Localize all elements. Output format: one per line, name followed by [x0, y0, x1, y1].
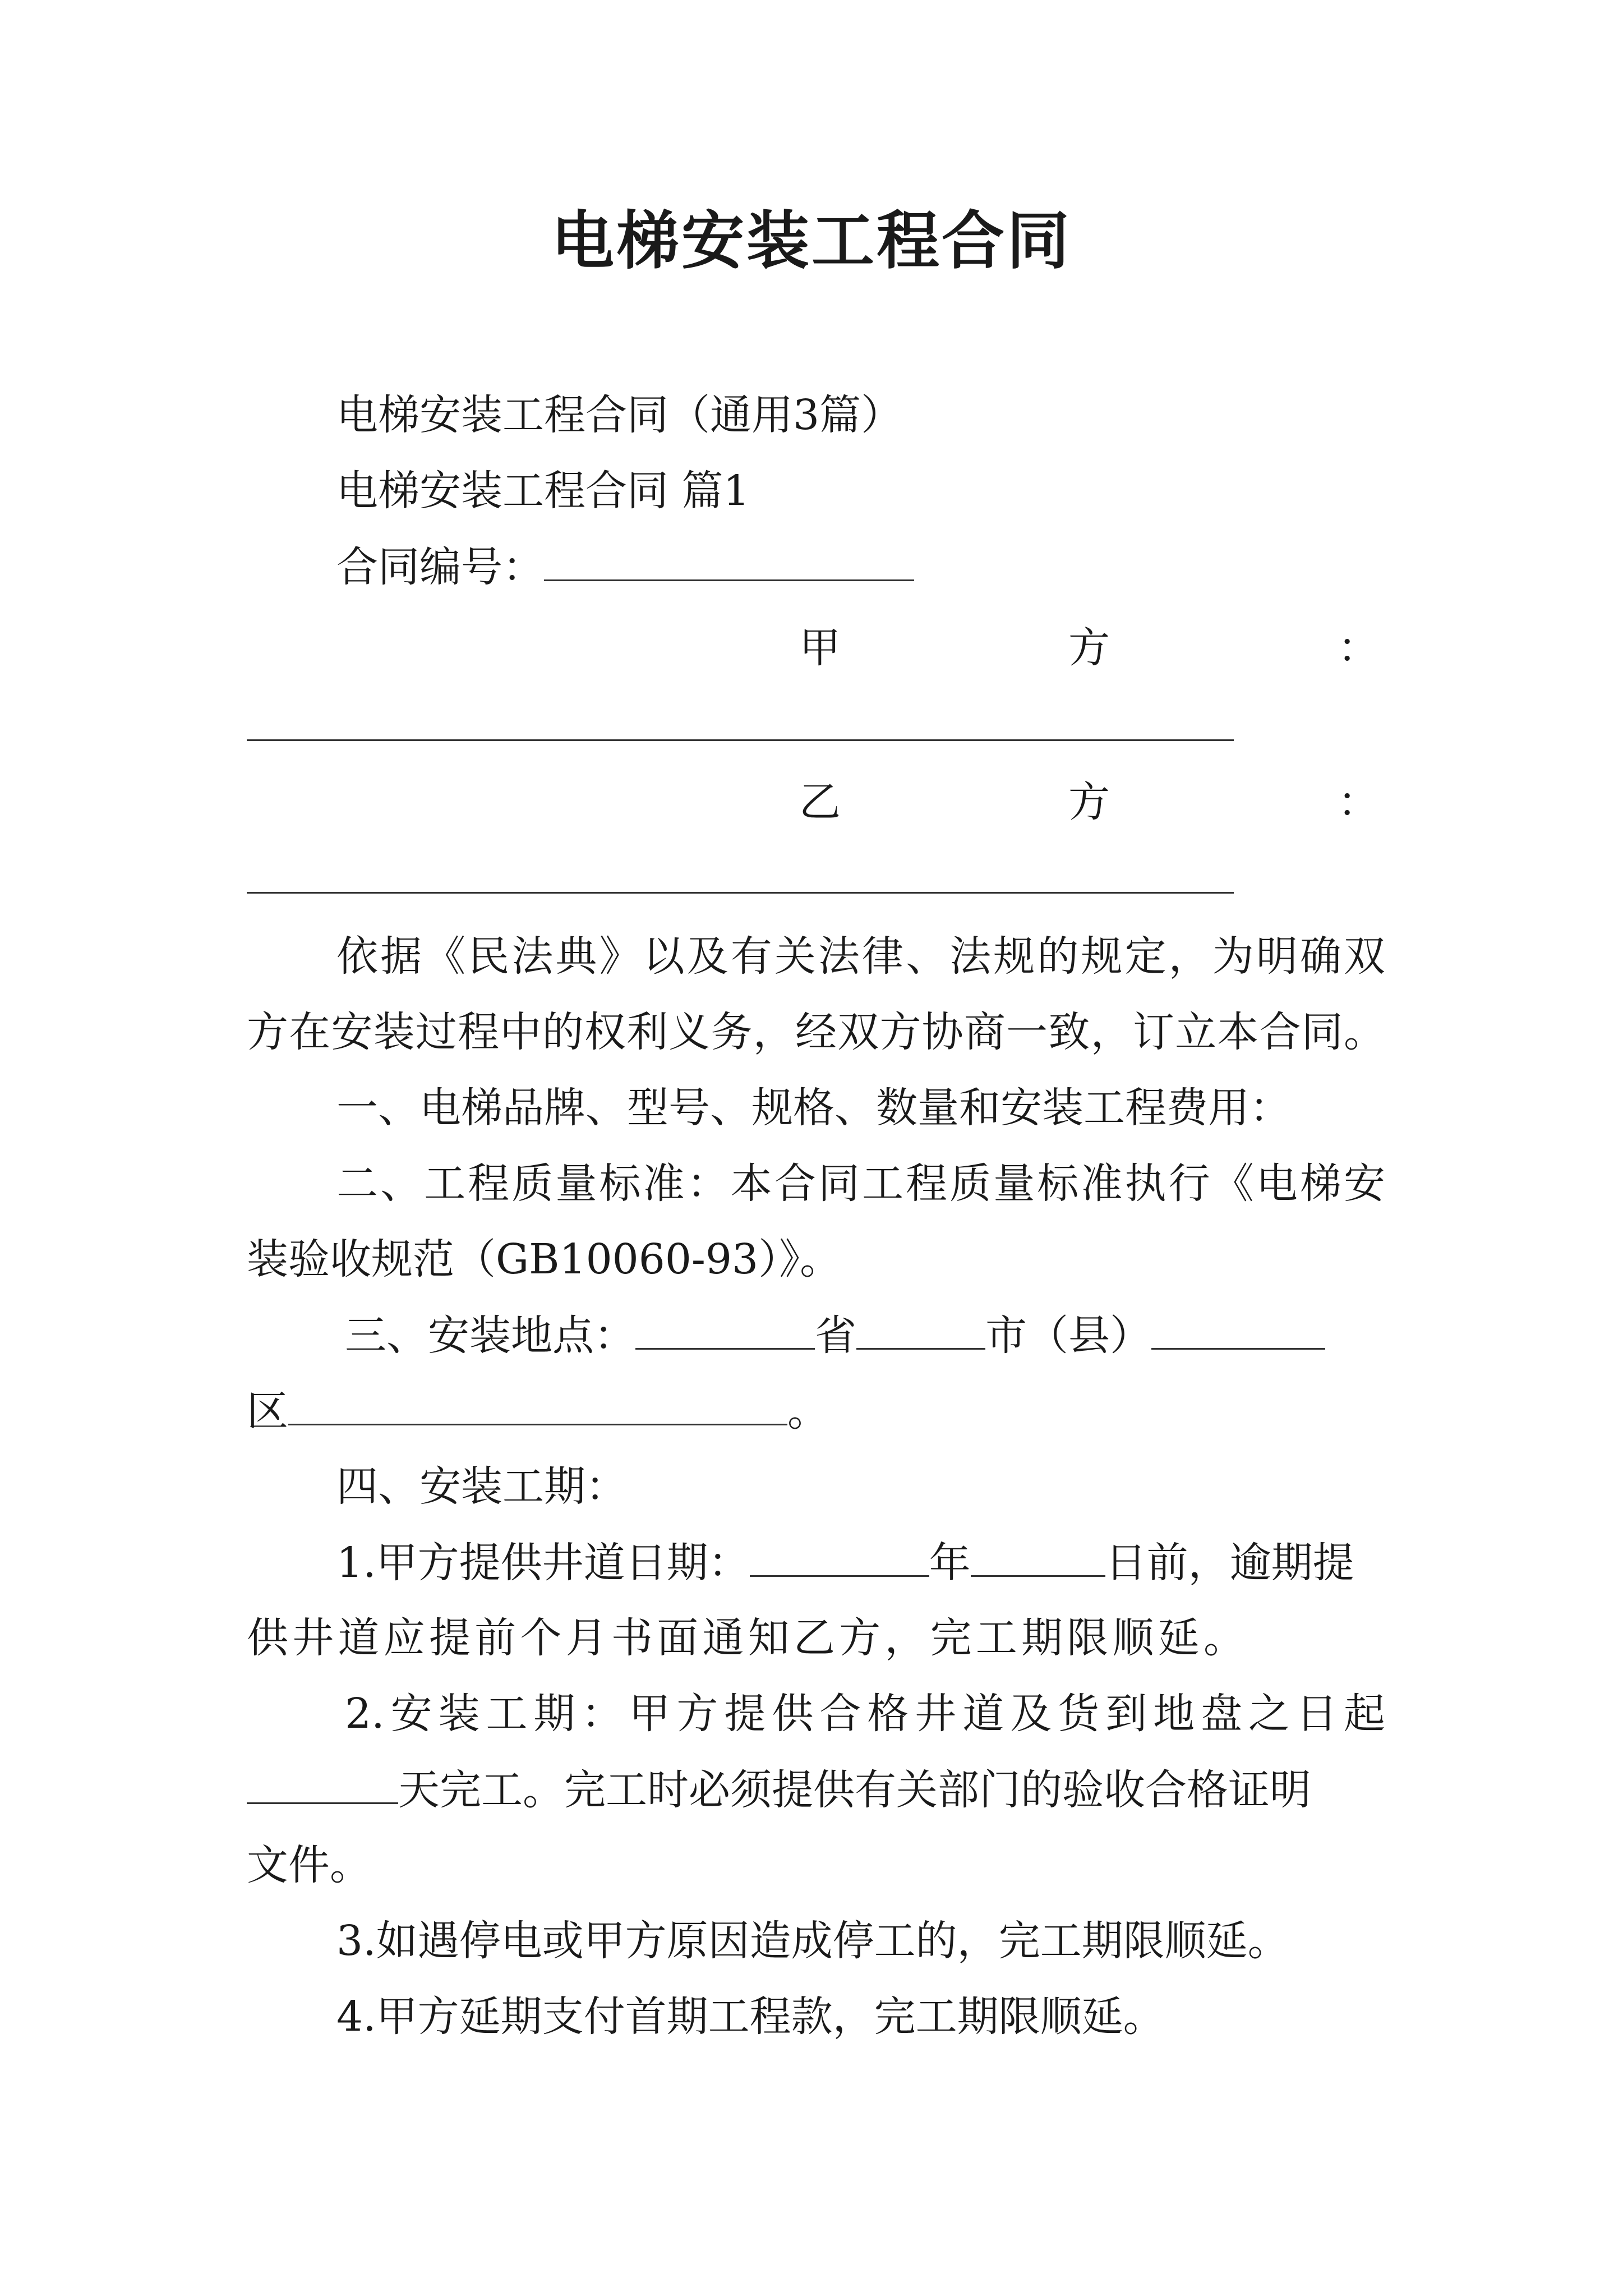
- item-2-line-1: 二、工程质量标准：本合同工程质量标准执行《电梯安: [336, 1159, 1385, 1208]
- party-b-char2: 方: [1068, 778, 1110, 826]
- section-heading: 电梯安装工程合同 篇1: [336, 467, 750, 515]
- item-4: 四、安装工期：: [336, 1462, 627, 1511]
- contract-number-row: [336, 536, 914, 598]
- item-3-line-2: [247, 1380, 829, 1442]
- document-title: 电梯安装工程合同: [551, 204, 1072, 278]
- item-1: 一、电梯品牌、型号、规格、数量和安装工程费用：: [336, 1084, 1291, 1132]
- party-b-line: [247, 892, 1234, 894]
- party-b-char1: 乙: [799, 778, 841, 826]
- party-a-colon: ：: [1338, 624, 1379, 672]
- party-a-line: [247, 739, 1234, 741]
- document-subtitle: 电梯安装工程合同（通用3篇）: [336, 391, 903, 439]
- item-3-prefix: 三、安装地点：: [345, 1312, 635, 1360]
- sub-1-suffix: 日前，逾期提: [1105, 1539, 1354, 1587]
- contract-number-label: 合同编号：: [336, 543, 544, 591]
- item-2-line-2: 装验收规范（GB10060-93）》。: [247, 1235, 842, 1283]
- item-3-line-1: [345, 1304, 1325, 1366]
- sub-2-line-3: 文件。: [247, 1841, 371, 1889]
- city-label: 市（县）: [985, 1312, 1151, 1360]
- party-a-char2: 方: [1068, 624, 1110, 672]
- year-blank: [750, 1531, 929, 1577]
- item-3-end: 。: [787, 1387, 829, 1435]
- intro-line-1: 依据《民法典》以及有关法律、法规的规定，为明确双: [336, 932, 1385, 981]
- district-blank: [288, 1380, 787, 1425]
- intro-line-2: 方在安装过程中的权利义务，经双方协商一致，订立本合同。: [247, 1008, 1385, 1056]
- party-b-colon: ：: [1338, 778, 1379, 826]
- sub-3: 3.如遇停电或甲方原因造成停工的，完工期限顺延。: [336, 1917, 1289, 1965]
- day-blank: [971, 1531, 1105, 1577]
- province-label: 省: [815, 1312, 856, 1360]
- province-blank: [635, 1304, 815, 1350]
- sub-1-line-1: [336, 1531, 1354, 1594]
- city-blank: [856, 1304, 985, 1350]
- county-blank: [1151, 1304, 1325, 1350]
- sub-2-line-1: 2.安装工期：甲方提供合格井道及货到地盘之日起: [345, 1690, 1385, 1738]
- sub-1-line-2: 供井道应提前个月书面通知乙方，完工期限顺延。: [247, 1614, 1245, 1662]
- sub-4: 4.甲方延期支付首期工程款，完工期限顺延。: [336, 1993, 1165, 2041]
- sub-2-line-2: [247, 1759, 1311, 1821]
- sub-2-line-2-text: 天完工。完工时必须提供有关部门的验收合格证明: [398, 1766, 1311, 1814]
- year-label: 年: [929, 1539, 971, 1587]
- contract-number-blank: [544, 536, 914, 581]
- days-blank: [247, 1759, 398, 1804]
- sub-1-prefix: 1.甲方提供井道日期：: [336, 1539, 750, 1587]
- district-label: 区: [247, 1387, 288, 1435]
- party-a-char1: 甲: [799, 624, 841, 672]
